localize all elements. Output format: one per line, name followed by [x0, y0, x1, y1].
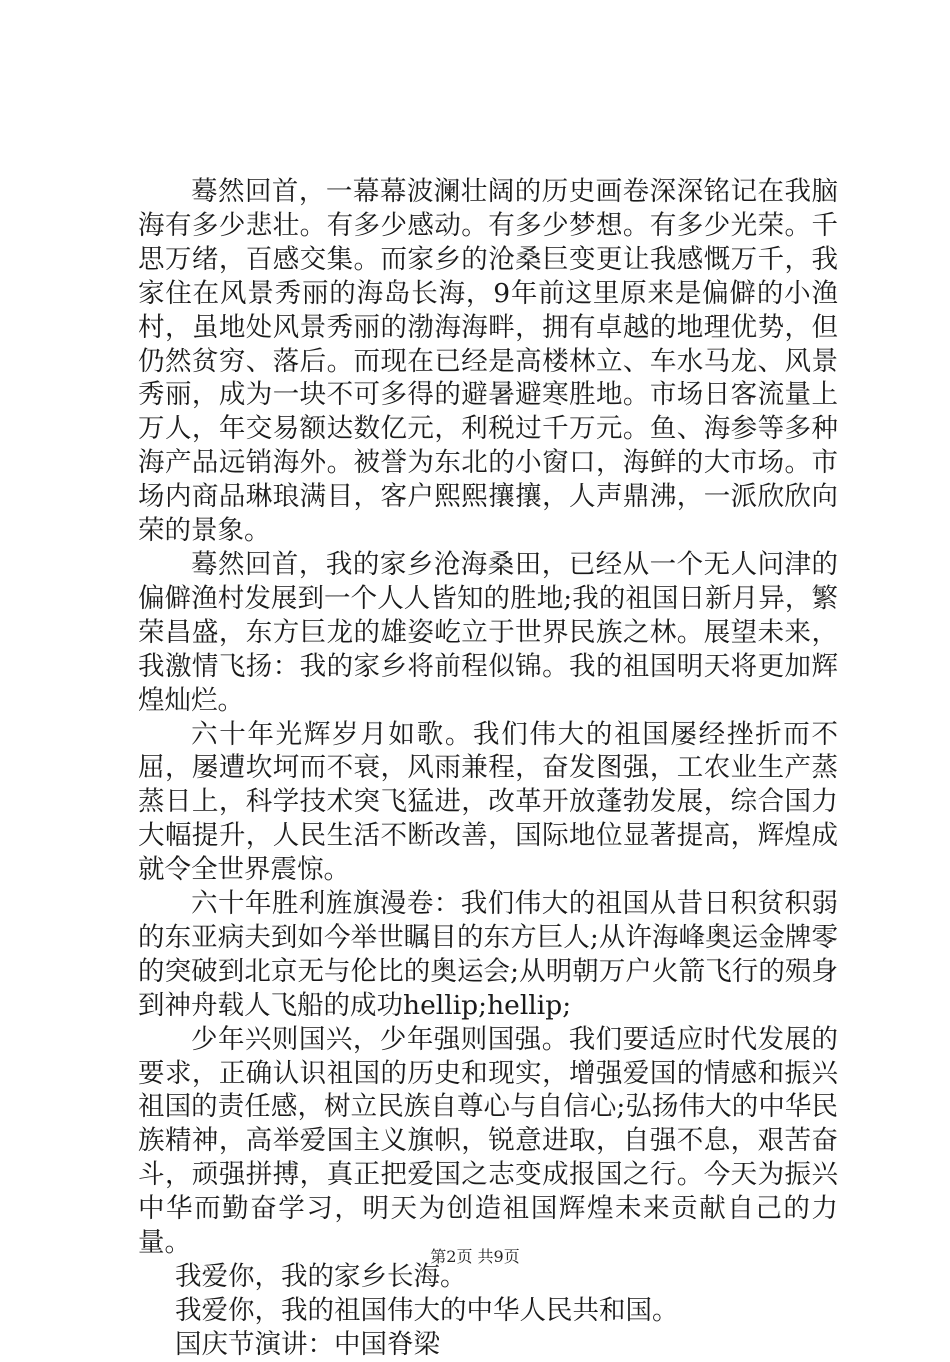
paragraph: 蓦然回首，一幕幕波澜壮阔的历史画卷深深铭记在我脑海有多少悲壮。有多少感动。有多少梦想。有多少光荣。千思万绪，百感交集。而家乡的沧桑巨变更让我感慨万千，我家住在风景秀丽的海岛长海，9年前这里原来是偏僻的小渔村，虽地处风景秀丽的渤海海畔，拥有卓越的地理优势，但仍然贫穷、落后。而现在已经是高楼林立、车水马龙、风景秀丽，成为一块不可多得的避暑避寒胜地。市场日客流量上万人，年交易额达数亿元，利税过千万元。鱼、海参等多种海产品远销海外。被誉为东北的小窗口，海鲜的大市场。市场内商品琳琅满目，客户熙熙攘攘，人声鼎沸，一派欣欣向荣的景象。: [138, 176, 838, 547]
closing-line: 我爱你，我的祖国伟大的中华人民共和国。: [175, 1294, 679, 1326]
paragraph: 六十年胜利旌旗漫卷：我们伟大的祖国从昔日积贫积弱的东亚病夫到如今举世瞩目的东方巨人;从许海峰奥运金牌零的突破到北京无与伦比的奥运会;从明朝万户火箭飞行的殒身到神舟载人飞船的成功hellip;hellip;: [138, 888, 838, 1021]
closing-line: 我爱你，我的家乡长海。: [175, 1261, 467, 1292]
paragraph: 蓦然回首，我的家乡沧海桑田，已经从一个无人问津的偏僻渔村发展到一个人人皆知的胜地;我的祖国日新月异，繁荣昌盛，东方巨龙的雄姿屹立于世界民族之林。展望未来，我激情飞扬：我的家乡将前程似锦。我的祖国明天将更加辉煌灿烂。: [138, 548, 838, 716]
document-body: [138, 175, 838, 1362]
paragraph: 少年兴则国兴，少年强则国强。我们要适应时代发展的要求，正确认识祖国的历史和现实，增强爱国的情感和振兴祖国的责任感，树立民族自尊心与自信心;弘扬伟大的中华民族精神，高举爱国主义旗帜，锐意进取，自强不息，艰苦奋斗，顽强拼搏，真正把爱国之志变成报国之行。今天为振兴中华而勤奋学习，明天为创造祖国辉煌未来贡献自己的力量。: [138, 1023, 838, 1259]
page-number-footer: 第2页 共9页: [430, 1247, 520, 1266]
paragraph: 六十年光辉岁月如歌。我们伟大的祖国屡经挫折而不屈，屡遭坎坷而不衰，风雨兼程，奋发图强，工农业生产蒸蒸日上，科学技术突飞猛进，改革开放蓬勃发展，综合国力大幅提升，人民生活不断改善，国际地位显著提高，辉煌成就令全世界震惊。: [138, 718, 838, 886]
section-title: 国庆节演讲：中国脊梁: [175, 1328, 440, 1360]
